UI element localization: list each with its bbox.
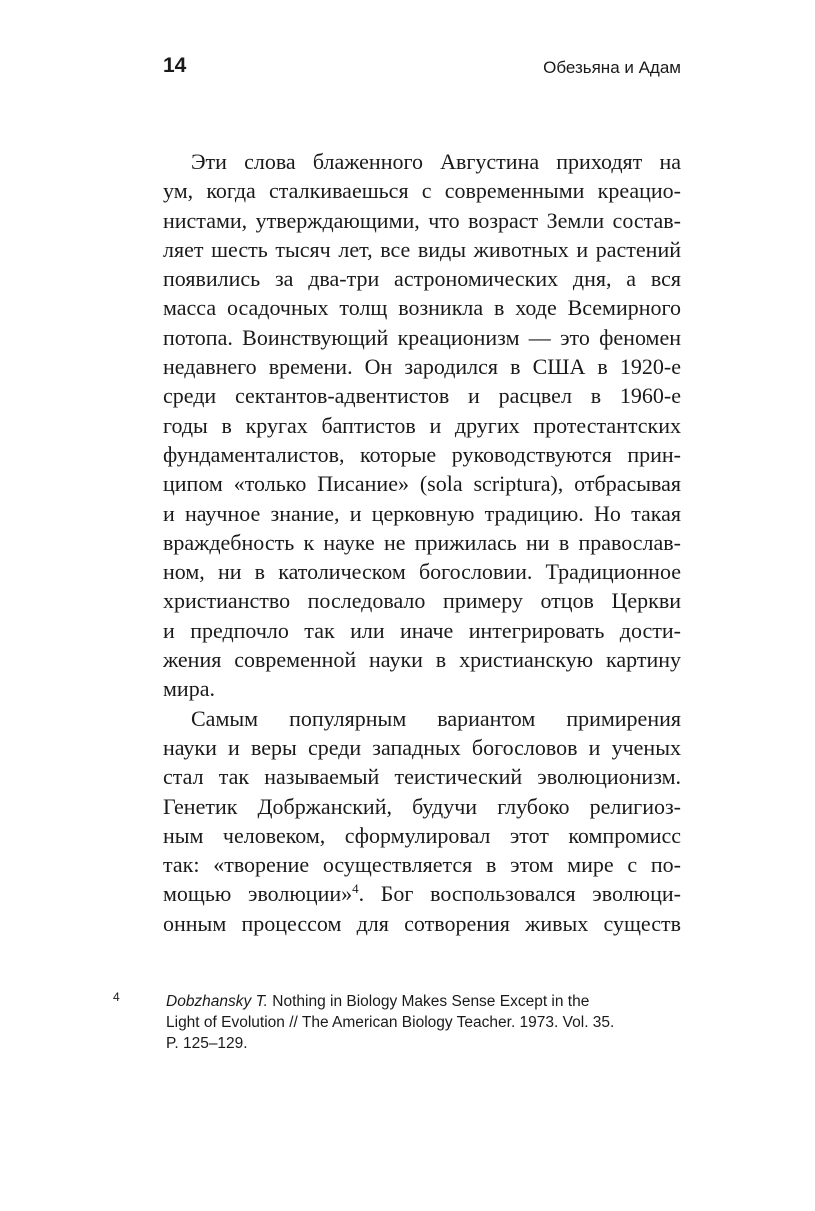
text-line: мира.: [163, 676, 215, 702]
footnote-reference[interactable]: 4: [352, 881, 359, 897]
text-line: онным процессом для сотворения живых существ: [163, 910, 681, 936]
text-line: годы в кругах баптистов и других протестантских: [163, 412, 681, 438]
body-text: [163, 147, 681, 938]
text-line: христианство последовало примеру отцов Церкви: [163, 588, 681, 614]
page-number: 14: [163, 54, 187, 77]
text-line: ляет шесть тысяч лет, все виды животных и растений: [163, 236, 681, 262]
text-line: Эти слова блаженного Августина приходят на: [191, 149, 681, 174]
text-line: Самым популярным вариантом примирения: [191, 705, 681, 731]
text-line: так: «творение осуществляется в этом мире с по-: [163, 852, 681, 878]
text-line: потопа. Воинствующий креационизм — это феномен: [163, 324, 681, 350]
text-line: враждебность к науке не прижилась ни в православ-: [163, 529, 681, 555]
text-line: стал так называемый теистический эволюционизм.: [163, 764, 681, 790]
text-line: нистами, утверждающими, что возраст Земли состав-: [163, 207, 681, 233]
text-line: ципом «только Писание» (sola scriptura), отбрасывая: [163, 471, 681, 497]
footnote-text: Nothing in Biology Makes Sense Except in the: [267, 993, 590, 1010]
text-line: фундаменталистов, которые руководствуются прин-: [163, 441, 681, 467]
text-line: и научное знание, и церковную традицию. Но такая: [163, 500, 681, 526]
footnote-line: [166, 991, 681, 1012]
text-line: науки и веры среди западных богословов и ученых: [163, 734, 681, 760]
text-fragment: мощью эволюции»: [163, 881, 353, 907]
text-line: появились за два-три астрономических дня, а вся: [163, 266, 681, 292]
text-fragment: . Бог воспользовался эволюци-: [358, 881, 681, 907]
text-line: жения современной науки в христианскую картину: [163, 647, 681, 673]
text-line: Генетик Добржанский, будучи глубоко религиоз-: [163, 793, 681, 819]
text-line: масса осадочных толщ возникла в ходе Всемирного: [163, 295, 681, 321]
footnote: [166, 991, 681, 1054]
footnote-author: Dobzhansky T.: [166, 993, 268, 1010]
text-line-with-footnote-ref: [163, 879, 681, 908]
text-line: ум, когда сталкиваешься с современными креацио-: [163, 178, 681, 204]
text-line: ным человеком, сформулировал этот компромисс: [163, 822, 681, 848]
footnote-line: Light of Evolution // The American Biology Teacher. 1973. Vol. 35.: [166, 1014, 615, 1031]
text-line: ном, ни в католическом богословии. Традиционное: [163, 559, 681, 585]
running-title: Обезьяна и Адам: [543, 58, 681, 77]
footnote-line: P. 125–129.: [166, 1035, 248, 1052]
text-line: недавнего времени. Он зародился в США в 1920-е: [163, 354, 681, 380]
footnote-number: 4: [113, 990, 120, 1004]
text-line: среди сектантов-адвентистов и расцвел в 1960-е: [163, 383, 681, 409]
paragraph-1: [163, 147, 681, 704]
text-line: и предпочло так или иначе интегрировать дости-: [163, 617, 681, 643]
paragraph-2: [163, 704, 681, 938]
